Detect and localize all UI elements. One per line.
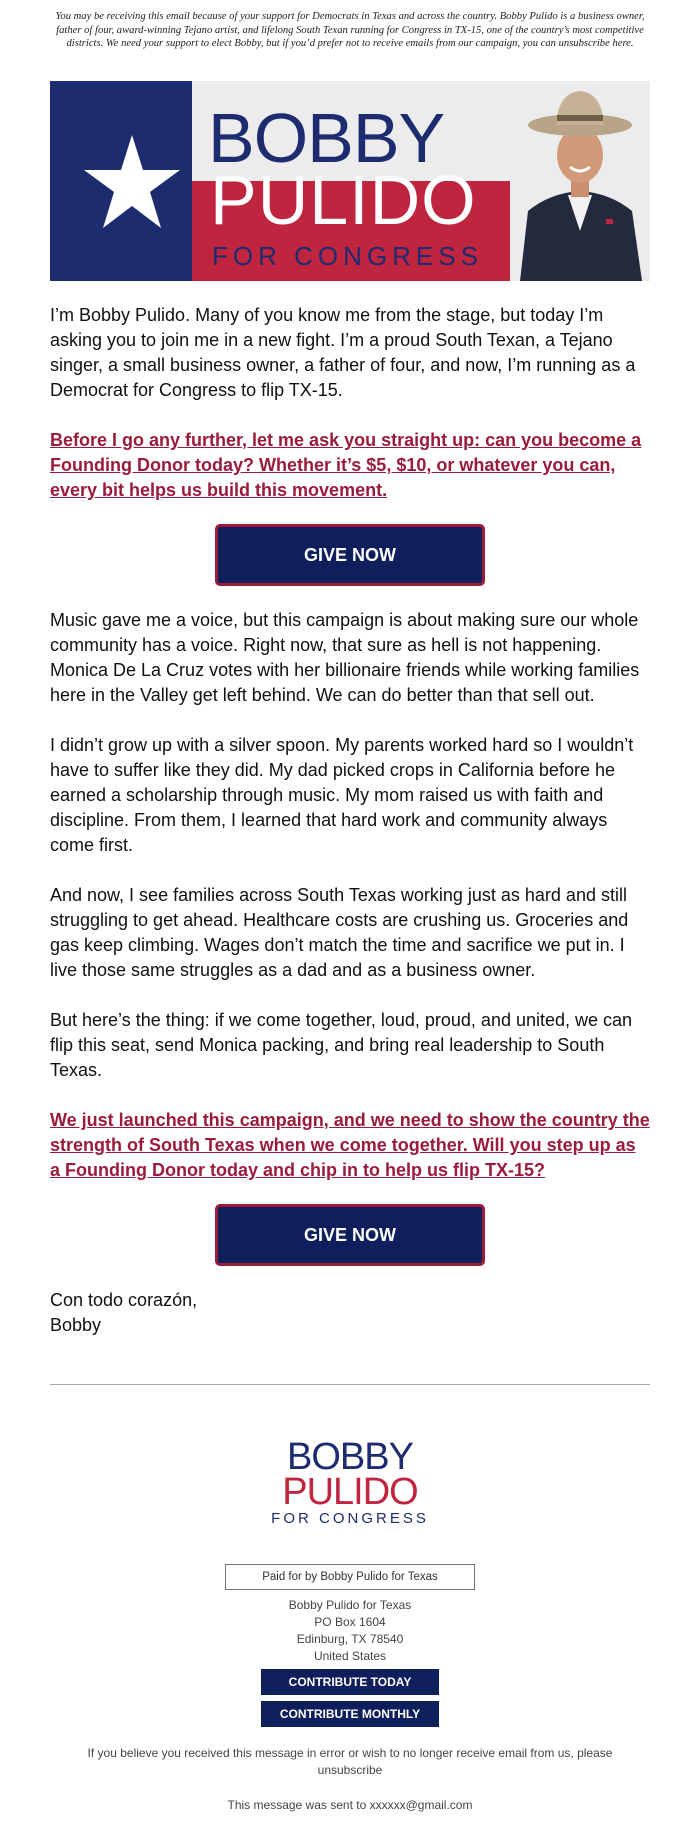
paragraph-struggles: And now, I see families across South Texas working just as hard and still struggling to get ahead. Healthcare costs are crushing us. Groceries and gas keep climbing. Wages don’t match the time and sacrifice we put in. I live those same struggles as a dad and as a business owner.: [50, 885, 629, 980]
paragraph-voice: Music gave me a voice, but this campaign is about making sure our whole community has a voice. Right now, that sure as hell is not happening. Monica De La Cruz votes with her billionaire friends while working families here in the Valley get left behind. We can do better than that sell out.: [50, 610, 640, 705]
banner-subtitle: FOR CONGRESS: [212, 241, 483, 271]
star-icon: [82, 133, 182, 233]
footer-logo: [50, 1436, 650, 1528]
paragraph-upbringing: I didn’t grow up with a silver spoon. My parents worked hard so I wouldn’t have to suffer like they did. My dad picked crops in California before he earned a scholarship through music. My mom raised us with faith and discipline. From them, I learned that hard work and community always come first.: [50, 735, 634, 855]
sent-to-prefix: This message was sent to: [227, 1798, 367, 1812]
address-city: Edinburg, TX 78540: [296, 1632, 404, 1646]
donate-link-2[interactable]: We just launched this campaign, and we need to show the country the strength of South Texas when we come together. Will you step up as a Founding Donor today and chip in to help us flip TX-15?: [50, 1110, 650, 1180]
footer-logo-subtitle: FOR CONGRESS: [271, 1510, 429, 1527]
paragraph-intro: I’m Bobby Pulido. Many of you know me from the stage, but today I’m asking you to join me in a new fight. I’m a proud South Texan, a Tejano singer, a small business owner, a father of four, and now, I’m running as a Democrat for Congress to flip TX-15.: [50, 305, 636, 400]
sent-to-notice: [50, 1797, 650, 1814]
banner-name-last: PULIDO: [210, 161, 477, 239]
unsubscribe-link[interactable]: unsubscribe: [317, 1763, 383, 1777]
contribute-monthly-button[interactable]: CONTRIBUTE MONTHLY: [261, 1701, 439, 1727]
address-org: Bobby Pulido for Texas: [288, 1598, 412, 1612]
paragraph-flip-seat: But here’s the thing: if we come together, loud, proud, and united, we can flip this seat, send Monica packing, and bring real leadership to South Texas.: [50, 1010, 633, 1080]
signature: Bobby: [50, 1315, 102, 1335]
candidate-portrait: [510, 81, 650, 281]
contribute-today-button[interactable]: CONTRIBUTE TODAY: [261, 1669, 439, 1695]
footer-logo-last: PULIDO: [282, 1471, 418, 1513]
unsubscribe-text: If you believe you received this message in error or wish to no longer receive email from us, please: [87, 1746, 613, 1760]
give-now-row-2: [50, 1204, 650, 1266]
mailing-address: [50, 1597, 650, 1665]
footer-logo-first: BOBBY: [287, 1436, 413, 1478]
banner-name-first: BOBBY: [208, 99, 445, 177]
recipient-email[interactable]: xxxxxx@gmail.com: [369, 1798, 473, 1812]
donate-link-1[interactable]: Before I go any further, let me ask you straight up: can you become a Founding Donor today? Whether it’s $5, $10, or whatever you can, every bit helps us build this movement.: [50, 430, 642, 500]
unsubscribe-notice: [50, 1745, 650, 1779]
give-now-row-1: [50, 524, 650, 586]
email-content: [50, 81, 650, 1814]
signoff: Con todo corazón,: [50, 1290, 198, 1310]
paid-for-box: Paid for by Bobby Pulido for Texas: [225, 1564, 475, 1590]
give-now-button-2[interactable]: GIVE NOW: [215, 1204, 485, 1266]
disclaimer-text: You may be receiving this email because of your support for Democrats in Texas and across the country. Bobby Pulido is a business owner, father of four, award-winning Tejano artist, and lifelong South Texan running for Congress in TX-15, one of the country’s most competitive districts. We need your support to elect Bobby, but if you’d prefer not to receive emails from our campaign, you can unsubscribe here.: [55, 11, 645, 49]
address-pobox: PO Box 1604: [314, 1615, 386, 1629]
give-now-button-1[interactable]: GIVE NOW: [215, 524, 485, 586]
address-country: United States: [313, 1649, 387, 1663]
header-banner: [50, 81, 650, 281]
